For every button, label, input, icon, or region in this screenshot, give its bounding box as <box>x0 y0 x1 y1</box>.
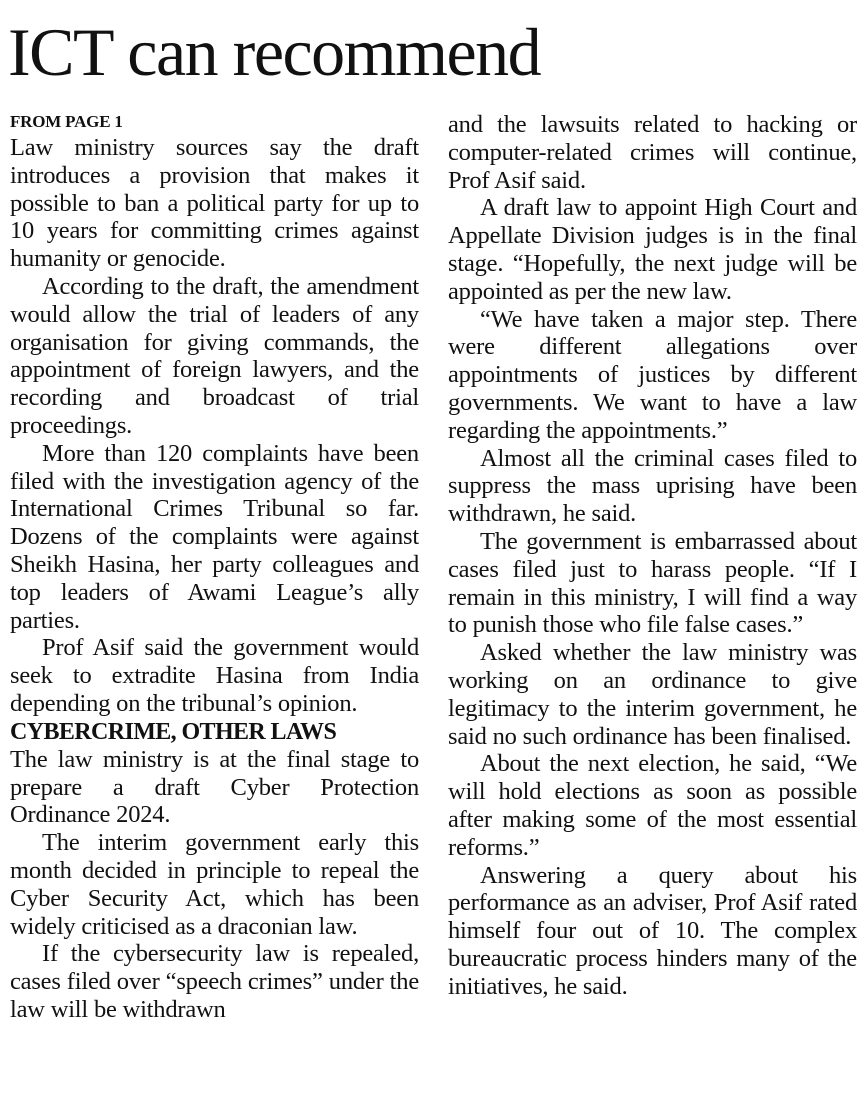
kicker-from-page-1: FROM PAGE 1 <box>10 112 123 131</box>
right-paragraph-4: Almost all the criminal cases filed to suppress the mass uprising have been withdrawn, he said. <box>448 444 857 528</box>
right-paragraph-2: A draft law to appoint High Court and Appellate Division judges is in the final stage. “Hopefully, the next judge will be appointed as per the new law. <box>448 194 857 305</box>
subhead-cybercrime: CYBERCRIME, OTHER LAWS <box>10 718 337 745</box>
left-paragraph-3: More than 120 complaints have been filed with the investigation agency of the International Crimes Tribunal so far. Dozens of the complaints were against Sheikh Hasina, her party colleagues and top leaders of Awami League’s ally parties. <box>10 439 419 634</box>
left-paragraph-1: Law ministry sources say the draft introduces a provision that makes it possible to ban a political party for up to 10 years for committing crimes against humanity or genocide. <box>10 134 419 273</box>
left-paragraph-2: According to the draft, the amendment would allow the trial of leaders of any organisation for giving commands, the appointment of foreign lawyers, and the recording and broadcast of trial proceedings. <box>10 272 419 439</box>
left-paragraph-7: If the cybersecurity law is repealed, cases filed over “speech crimes” under the law will be withdrawn <box>10 940 419 1023</box>
right-paragraph-5: The government is embarrassed about cases filed just to harass people. “If I remain in this ministry, I will find a way to punish those who file false cases.” <box>448 527 857 639</box>
right-column <box>448 111 857 1001</box>
right-paragraph-3: “We have taken a major step. There were different allegations over appointments of justices by different governments. We want to have a law regarding the appointments.” <box>448 305 857 444</box>
right-paragraph-1: and the lawsuits related to hacking or computer-related crimes will continue, Prof Asif said. <box>448 111 857 194</box>
right-paragraph-8: Answering a query about his performance as an adviser, Prof Asif rated himself four out of 10. The complex bureaucratic process hinders many of the initiatives, he said. <box>448 861 857 1000</box>
left-column <box>10 110 419 1024</box>
right-paragraph-6: Asked whether the law ministry was working on an ordinance to give legitimacy to the interim government, he said no such ordinance has been finalised. <box>448 639 857 750</box>
left-paragraph-6: The interim government early this month decided in principle to repeal the Cyber Security Act, which has been widely criticised as a draconian law. <box>10 829 419 940</box>
left-paragraph-4: Prof Asif said the government would seek to extradite Hasina from India depending on the tribunal’s opinion. <box>10 634 419 717</box>
left-paragraph-5: The law ministry is at the final stage to prepare a draft Cyber Protection Ordinance 2024. <box>10 745 419 829</box>
headline: ICT can recommend <box>8 14 541 90</box>
right-paragraph-7: About the next election, he said, “We will hold elections as soon as possible after making some of the most essential reforms.” <box>448 750 857 861</box>
